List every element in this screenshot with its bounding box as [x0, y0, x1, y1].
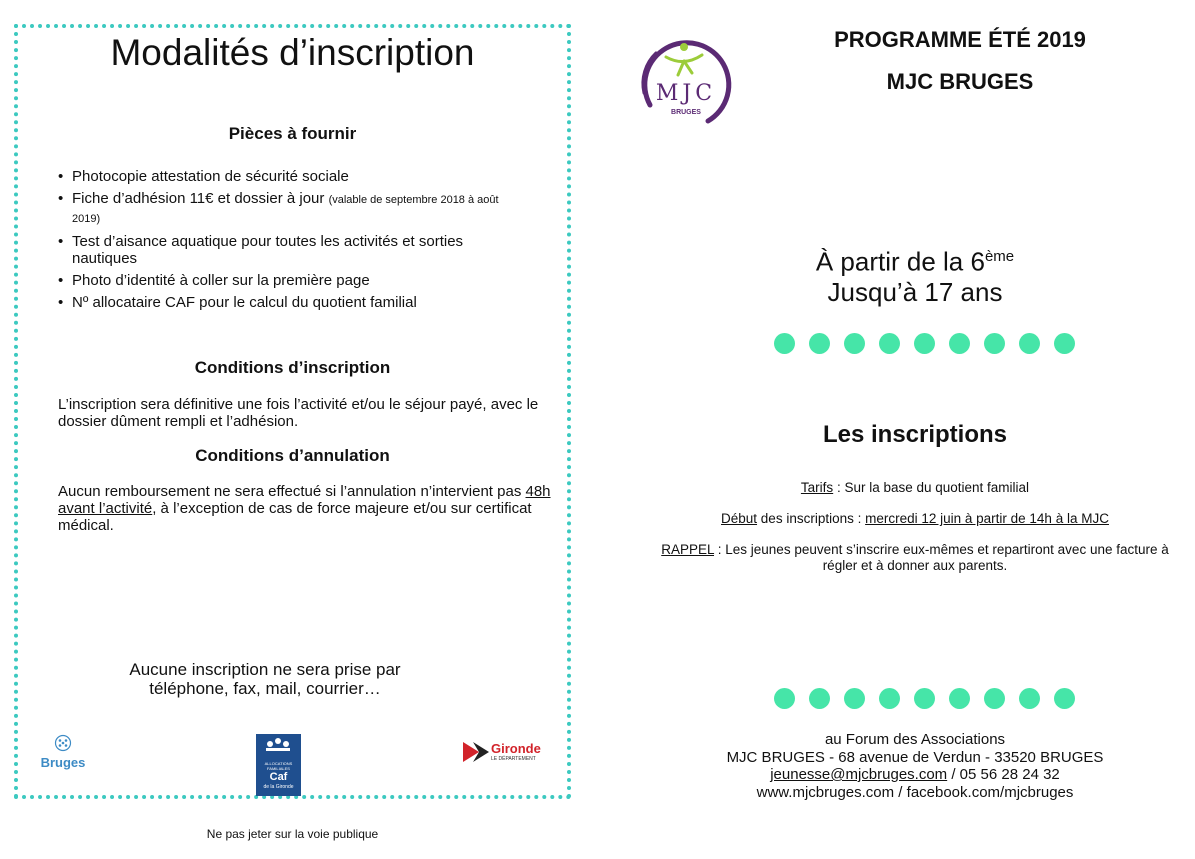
bruges-logo: [38, 734, 88, 770]
decorative-dot: [1054, 333, 1075, 354]
decorative-dot: [914, 688, 935, 709]
decorative-dots-top: [774, 333, 1075, 354]
pieces-item-text: Photo d’identité à coller sur la première page: [72, 272, 370, 289]
pieces-item-text: Fiche d’adhésion 11€ et dossier à jour: [72, 190, 325, 207]
bruges-emblem-icon: [53, 734, 73, 752]
conditions-inscription-heading: Conditions d’inscription: [194, 358, 391, 377]
pieces-list-item: [58, 272, 528, 289]
annulation-deadline: 48h avant l’activité: [58, 483, 551, 517]
pieces-list: [58, 168, 528, 316]
pieces-list-item: [58, 233, 528, 267]
caf-logo-top: ALLOCATIONS FAMILIALES: [264, 761, 293, 771]
decorative-dot: [984, 688, 1005, 709]
caf-emblem-icon: [256, 734, 301, 756]
pieces-item-note: (valable de septembre 2018 à août 2019): [72, 194, 499, 225]
footer-notice: Ne pas jeter sur la voie publique: [206, 827, 379, 841]
decorative-dot: [1019, 333, 1040, 354]
pieces-item-text: Photocopie attestation de sécurité sociale: [72, 168, 349, 185]
pieces-item-text: Nº allocataire CAF pour le calcul du quotient familial: [72, 294, 417, 311]
debut-line: [640, 511, 1190, 527]
program-title-line2: MJC BRUGES: [886, 69, 1034, 94]
age-range-suffix: ème: [984, 248, 1015, 265]
conditions-annulation-heading: Conditions d’annulation: [195, 446, 390, 465]
pieces-list-item: [58, 190, 528, 228]
contact-web: www.mjcbruges.com / facebook.com/mjcbruges: [756, 783, 1074, 801]
decorative-dots-bottom: [774, 688, 1075, 709]
decorative-dot: [844, 688, 865, 709]
decorative-dot: [949, 688, 970, 709]
caf-logo: [256, 734, 301, 796]
gironde-logo: [463, 740, 553, 766]
age-range-start: À partir de la 6: [815, 246, 985, 277]
program-title-line1: PROGRAMME ÉTÉ 2019: [834, 27, 1086, 52]
decorative-dot: [879, 688, 900, 709]
rappel-label: RAPPEL: [661, 542, 715, 557]
decorative-dot: [809, 688, 830, 709]
conditions-inscription-text: L’inscription sera définitive une fois l’activité et/ou le séjour payé, avec le dossier dûment rempli et l’adhésion.: [58, 396, 539, 430]
bruges-logo-text: Bruges: [40, 755, 86, 770]
annulation-text-part: Aucun remboursement ne sera effectué si l’annulation n’intervient pas: [58, 483, 526, 500]
caf-logo-bottom: de la Gironde: [263, 784, 294, 790]
program-title: [760, 26, 1160, 96]
mjc-logo: [636, 33, 736, 129]
debut-date: mercredi 12 juin à partir de 14h à la MJC: [865, 511, 1109, 526]
pieces-heading: Pièces à fournir: [228, 124, 357, 143]
age-range: [700, 242, 1130, 307]
decorative-dot: [914, 333, 935, 354]
gironde-emblem-icon: [463, 742, 489, 762]
decorative-dot: [984, 333, 1005, 354]
contact-location: au Forum des Associations: [824, 731, 1006, 748]
decorative-dot: [879, 333, 900, 354]
decorative-dot: [809, 333, 830, 354]
decorative-dot: [1054, 688, 1075, 709]
inscriptions-heading: Les inscriptions: [822, 421, 1008, 448]
decorative-dot: [844, 333, 865, 354]
tarifs-label: Tarifs: [800, 480, 834, 495]
caf-logo-text: Caf: [269, 771, 288, 783]
debut-label: Début: [721, 511, 758, 526]
gironde-logo-text: Gironde: [491, 741, 541, 756]
rappel-line: [650, 542, 1180, 574]
contact-email-phone: [660, 766, 1170, 784]
mjc-logo-text: MJC: [655, 81, 717, 106]
pieces-list-item: [58, 294, 528, 311]
contact-address: MJC BRUGES - 68 avenue de Verdun - 33520 BRUGES: [726, 748, 1104, 766]
page-title: Modalités d’inscription: [110, 32, 475, 73]
pieces-list-item: [58, 168, 528, 185]
mjc-logo-subtext: BRUGES: [671, 109, 701, 116]
conditions-annulation-text: [58, 483, 558, 534]
decorative-dot: [774, 333, 795, 354]
age-range-line2: Jusqu’à 17 ans: [827, 276, 1003, 307]
tarifs-line: [640, 480, 1190, 496]
gironde-logo-subtext: LE DÉPARTEMENT: [491, 756, 536, 762]
contact-block: [660, 731, 1170, 801]
age-range-line1: [700, 242, 1130, 277]
annulation-text-part: , à l’exception de cas de force majeure et/ou sur certificat médical.: [58, 500, 532, 534]
decorative-dot: [774, 688, 795, 709]
decorative-dot: [1019, 688, 1040, 709]
debut-text: des inscriptions :: [757, 511, 866, 526]
contact-email-link[interactable]: jeunesse@mjcbruges.com: [770, 766, 948, 783]
rappel-text: : Les jeunes peuvent s’inscrire eux-mêmes et repartiront avec une facture à régler et à donner aux parents.: [714, 542, 1169, 573]
tarifs-text: : Sur la base du quotient familial: [833, 480, 1030, 495]
decorative-dot: [949, 333, 970, 354]
no-remote-registration-notice: Aucune inscription ne sera prise par téléphone, fax, mail, courrier…: [129, 660, 401, 698]
contact-phone: / 05 56 28 24 32: [947, 766, 1060, 783]
pieces-item-text: Test d’aisance aquatique pour toutes les activités et sorties nautiques: [72, 233, 464, 267]
